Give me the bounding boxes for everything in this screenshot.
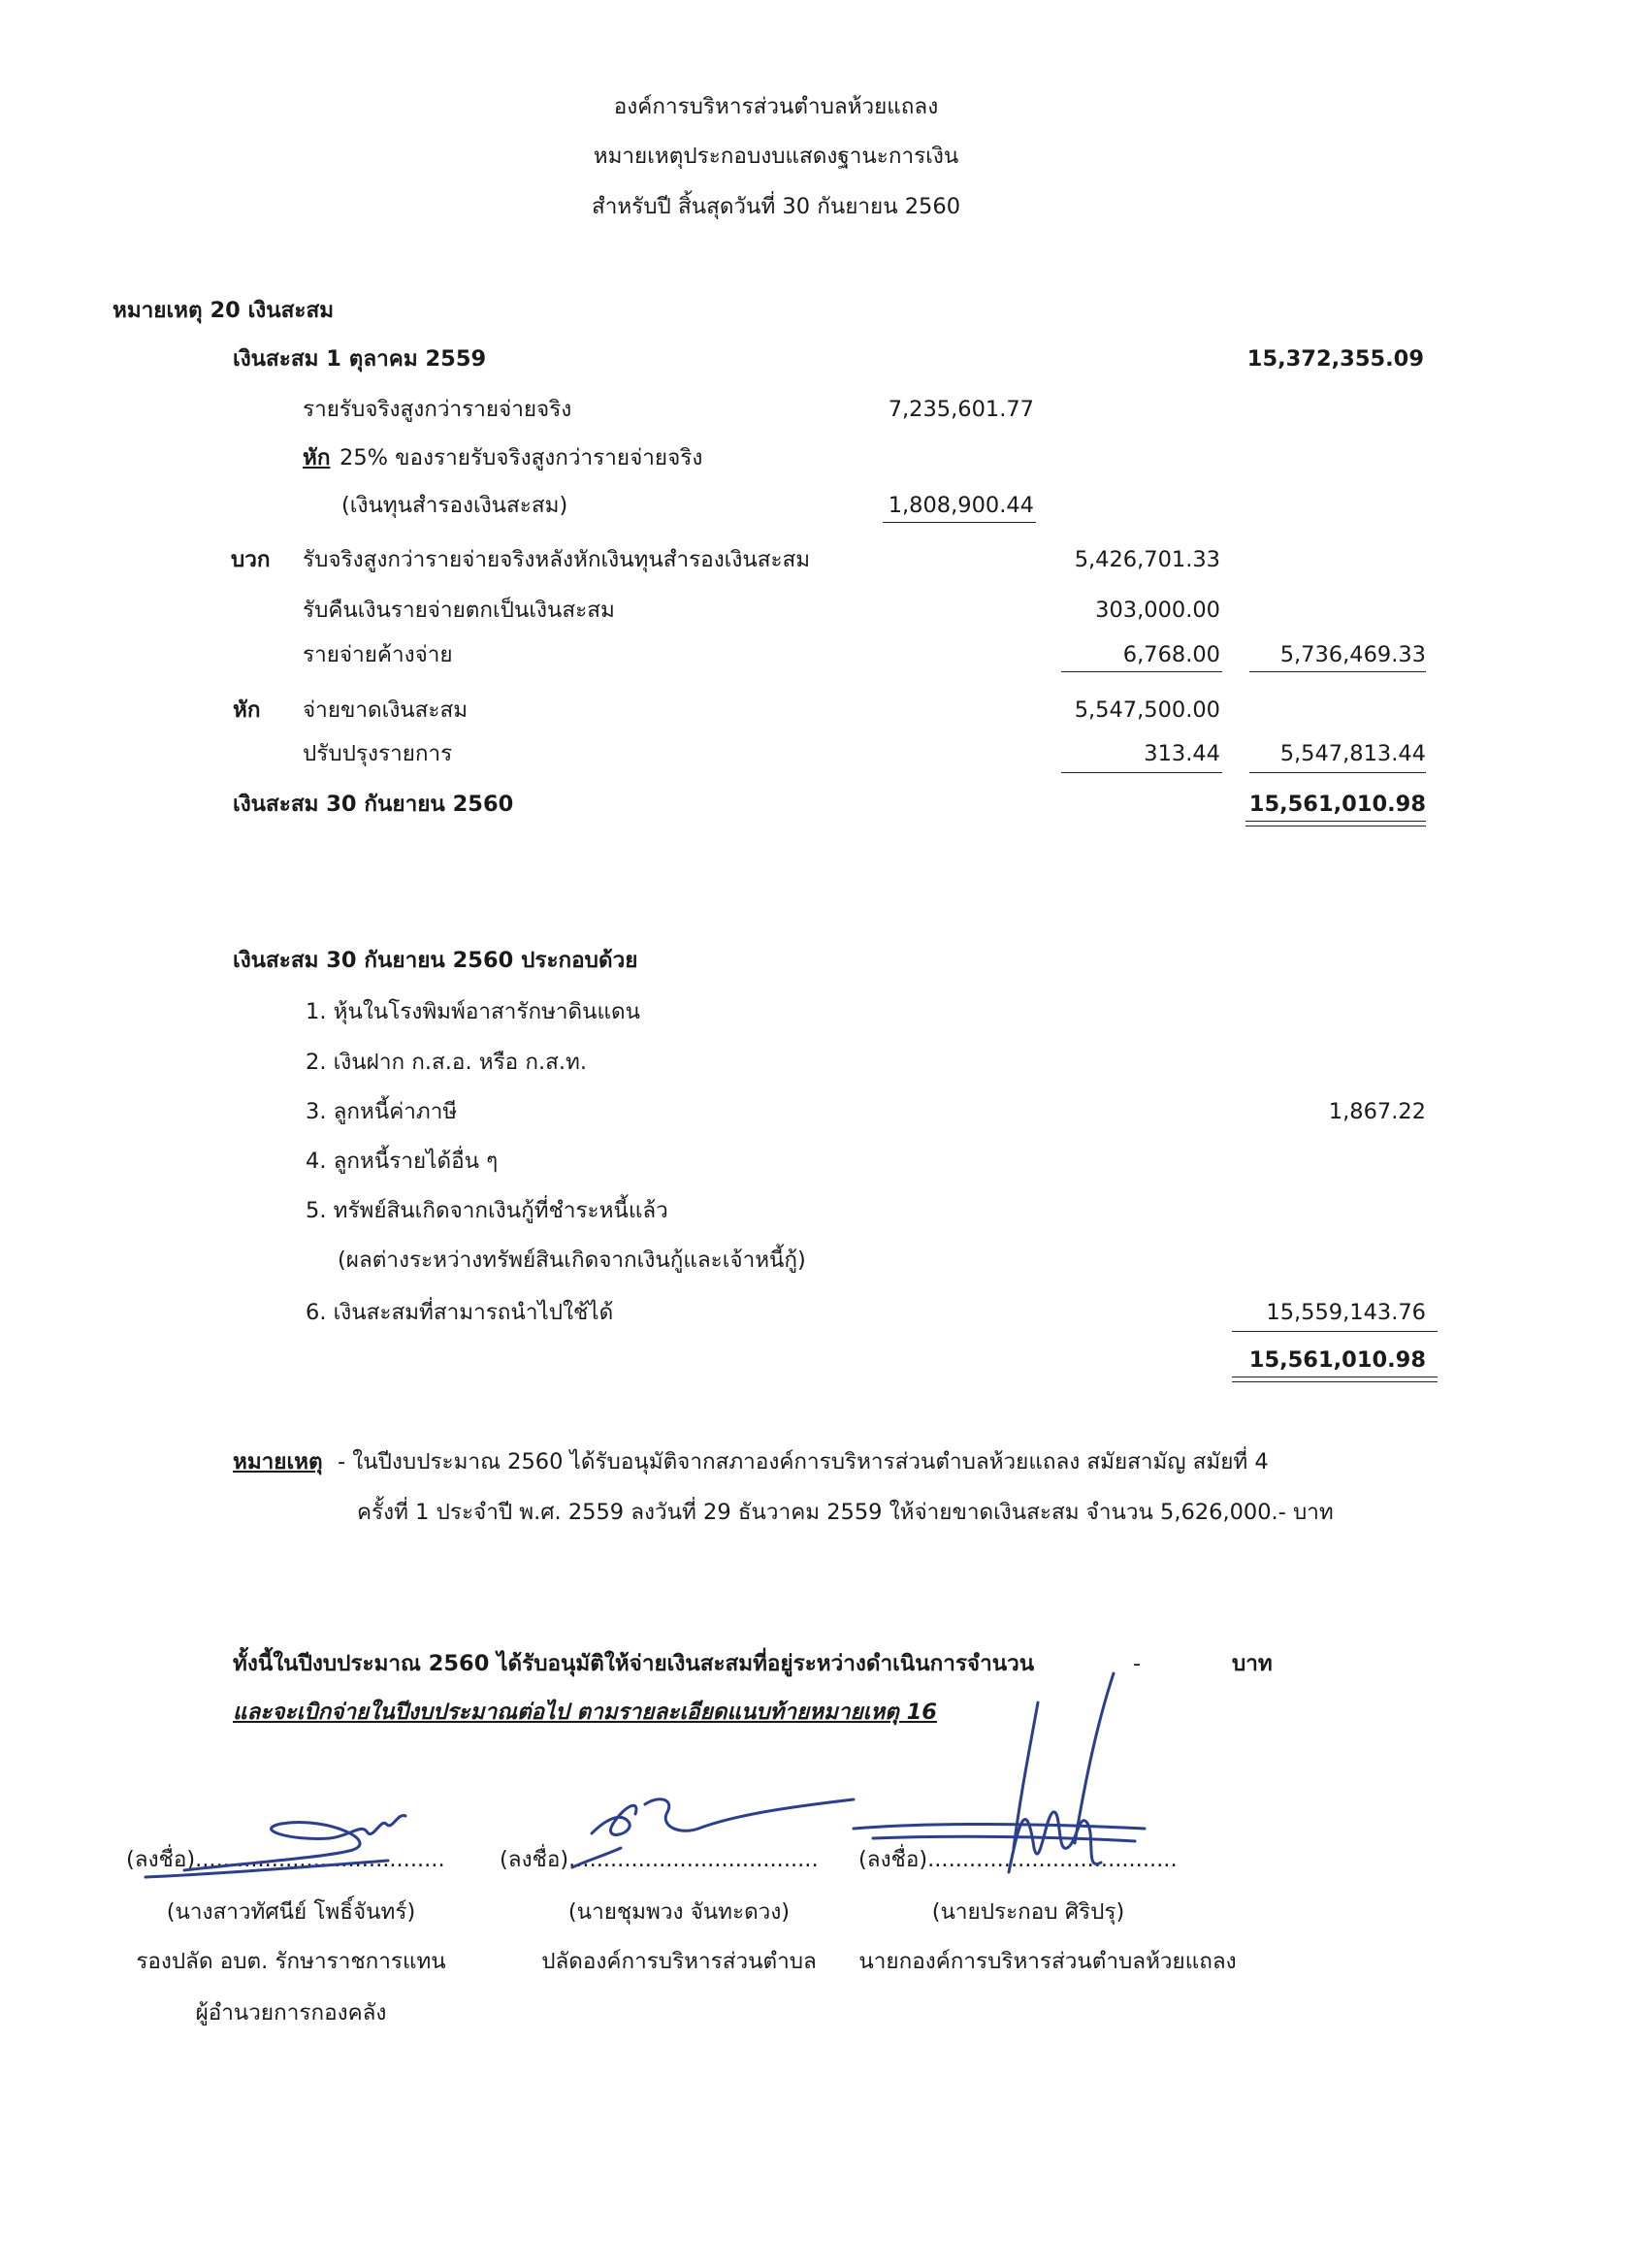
add-section-label: บวก [231,547,271,572]
reserve-fund-value: 1,808,900.44 [888,493,1034,518]
composition-item-value: 1,867.22 [1328,1099,1426,1124]
signer-name: (นางสาวทัศนีย์ โพธิ์จันทร์) [166,1899,416,1925]
signer-position: ปลัดองค์การบริหารส่วนตำบล [541,1949,817,1974]
opening-balance-value: 15,372,355.09 [1246,346,1424,372]
composition-heading: เงินสะสม 30 กันยายน 2560 ประกอบด้วย [233,948,638,973]
revenue-excess-value: 7,235,601.77 [888,397,1034,422]
signer-position: ผู้อำนวยการกองคลัง [195,2000,387,2025]
less-item-label: จ่ายขาดเงินสะสม [303,697,469,723]
composition-item: 3. ลูกหนี้ค่าภาษี [306,1099,458,1124]
approval-amount: - [1133,1651,1142,1676]
signature-2-stroke [592,1805,636,1834]
approval-unit: บาท [1232,1651,1273,1676]
closing-balance-label: เงินสะสม 30 กันยายน 2560 [233,792,514,817]
less-item-value: 313.44 [1144,741,1220,766]
add-item-label: รับจริงสูงกว่ารายจ่ายจริงหลังหักเงินทุนสำรองเงินสะสม [303,547,811,572]
less-section-total: 5,547,813.44 [1279,741,1426,766]
signature-3-stroke [1014,1702,1038,1848]
composition-total: 15,561,010.98 [1248,1347,1426,1373]
composition-item: 1. หุ้นในโรงพิมพ์อาสารักษาดินแดน [306,999,641,1024]
add-item-label: รับคืนเงินรายจ่ายตกเป็นเงินสะสม [303,598,615,623]
add-item-value: 5,426,701.33 [1074,547,1220,572]
add-item-value: 303,000.00 [1095,598,1220,623]
signer-name: (นายชุมพวง จันทะดวง) [567,1899,791,1925]
signature-line: (ลงชื่อ).................................... [126,1847,445,1872]
note-heading: หมายเหตุ 20 เงินสะสม [113,298,335,323]
signature-3-stroke [854,1824,1145,1829]
composition-item: 6. เงินสะสมที่สามารถนำไปใช้ได้ [306,1300,614,1325]
signature-3-stroke [1075,1673,1114,1843]
signature-2-stroke [572,1848,621,1867]
signer-position: นายกองค์การบริหารส่วนตำบลห้วยแถลง [858,1949,1237,1974]
remark-line-1: - ในปีงบประมาณ 2560 ได้รับอนุมัติจากสภาองค์การบริหารส่วนตำบลห้วยแถลง สมัยสามัญ สมัยที่ 4 [338,1449,1269,1474]
approval-line-2: และจะเบิกจ่ายในปีงบประมาณต่อไป ตามรายละเอียดแนบท้ายหมายเหตุ 16 [233,1700,937,1725]
reserve-fund-label: (เงินทุนสำรองเงินสะสม) [341,493,568,518]
document-period: สำหรับปี สิ้นสุดวันที่ 30 กันยายน 2560 [591,194,961,219]
signature-line: (ลงชื่อ).................................... [500,1847,819,1872]
closing-balance-value: 15,561,010.98 [1248,792,1426,817]
org-name: องค์การบริหารส่วนตำบลห้วยแถลง [613,94,939,119]
composition-item-value: 15,559,143.76 [1266,1300,1426,1325]
remark-line-2: ครั้งที่ 1 ประจำปี พ.ศ. 2559 ลงวันที่ 29 ธันวาคม 2559 ให้จ่ายขาดเงินสะสม จำนวน 5,626,000.- บาท [357,1500,1334,1525]
signature-3-stroke [1009,1812,1101,1872]
signature-2-stroke [645,1799,854,1831]
signature-line: (ลงชื่อ).................................... [858,1847,1178,1872]
add-item-label: รายจ่ายค้างจ่าย [303,642,453,667]
composition-item: 5. ทรัพย์สินเกิดจากเงินกู้ที่ชำระหนี้แล้ว [306,1198,668,1223]
deduct-text: 25% ของรายรับจริงสูงกว่ารายจ่ายจริง [340,445,703,470]
less-section-label: หัก [233,697,261,723]
signer-position: รองปลัด อบต. รักษาราชการแทน [136,1949,446,1974]
add-item-value: 6,768.00 [1122,642,1220,667]
composition-item: 4. ลูกหนี้รายได้อื่น ๆ [306,1149,499,1174]
signature-3-stroke [873,1836,1135,1841]
signer-name: (นายประกอบ ศิริปรุ) [931,1899,1125,1925]
approval-line-1: ทั้งนี้ในปีงบประมาณ 2560 ได้รับอนุมัติให้จ่ายเงินสะสมที่อยู่ระหว่างดำเนินการจำนวน [233,1651,1035,1676]
composition-item-note: (ผลต่างระหว่างทรัพย์สินเกิดจากเงินกู้และเจ้าหนี้กู้) [338,1247,806,1273]
opening-balance-label: เงินสะสม 1 ตุลาคม 2559 [233,346,487,372]
deduct-prefix: หัก [303,445,331,470]
remark-label: หมายเหตุ [233,1449,323,1474]
less-item-value: 5,547,500.00 [1074,697,1220,723]
less-item-label: ปรับปรุงรายการ [303,741,453,766]
document-title: หมายเหตุประกอบงบแสดงฐานะการเงิน [593,144,959,169]
add-section-total: 5,736,469.33 [1279,642,1426,667]
revenue-excess-label: รายรับจริงสูงกว่ารายจ่ายจริง [303,397,572,422]
composition-item: 2. เงินฝาก ก.ส.อ. หรือ ก.ส.ท. [306,1050,587,1075]
